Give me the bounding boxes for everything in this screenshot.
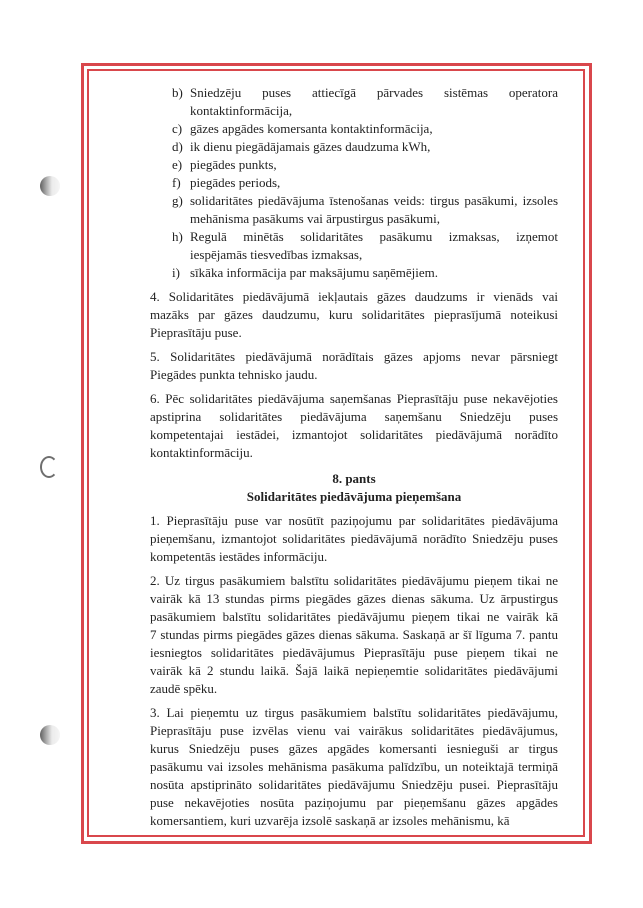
list-item-text bbox=[190, 84, 558, 120]
text-line: kompetentās iestādes informāciju. bbox=[150, 549, 328, 564]
text-line: kurus Sniedzēju puses gāzes apgādes komersanti iesnieguši ar tirgus bbox=[150, 741, 558, 756]
text-line: 3. Lai pieņemtu uz tirgus pasākumiem balstītu solidaritātes piedāvājumu, bbox=[150, 705, 558, 720]
article-title: Solidaritātes piedāvājuma pieņemšana bbox=[246, 489, 462, 504]
text-line: piegādes periods, bbox=[190, 175, 281, 190]
text-line: zaudē spēku. bbox=[150, 681, 218, 696]
text-line: kontaktinformāciju. bbox=[150, 445, 253, 460]
list-item-text bbox=[190, 264, 558, 282]
list-item bbox=[150, 228, 558, 264]
paragraph bbox=[150, 288, 558, 342]
text-line: piegādes punkts, bbox=[190, 157, 277, 172]
list-item-label: c) bbox=[172, 121, 183, 136]
list-item-text bbox=[190, 174, 558, 192]
text-line: Pieprasītāju puse. bbox=[150, 325, 242, 340]
list-item-text bbox=[190, 156, 558, 174]
list-item-label: e) bbox=[172, 157, 183, 172]
requirements-list bbox=[150, 84, 558, 282]
paragraph bbox=[150, 512, 558, 566]
text-line: kontaktinformācija, bbox=[190, 103, 293, 118]
text-line: Pieprasītāju puse izvēlas vienu vai vairākus solidaritātes piedāvājumus, bbox=[150, 723, 558, 738]
text-line: ik dienu piegādājamais gāzes daudzuma kWh, bbox=[190, 139, 431, 154]
text-line: vairāk kā 13 stundas pirms piegādes gāzes dienas sākuma. Uz ārpustirgus bbox=[150, 591, 558, 606]
list-item bbox=[150, 174, 558, 192]
list-item bbox=[150, 156, 558, 174]
text-line: 7 stundas pirms piegādes gāzes dienas sākuma. Saskaņā ar šī līguma 7. pantu bbox=[150, 627, 558, 642]
paragraph bbox=[150, 572, 558, 698]
text-line: Sniedzēju puses attiecīgā pārvades sistēmas operatora bbox=[190, 85, 558, 100]
text-line: pasākumiem balstītu solidaritātes piedāvājumu pieņem tikai ne vairāk kā bbox=[150, 609, 558, 624]
list-item-text bbox=[190, 228, 558, 264]
list-item bbox=[150, 264, 558, 282]
text-line: kompetentajai iestādei, izmantojot solidaritātes piedāvājumā norādīto bbox=[150, 427, 558, 442]
list-item bbox=[150, 192, 558, 228]
text-line: Regulā minētās solidaritātes pasākumu izmaksas, izņemot bbox=[190, 229, 558, 244]
text-line: sīkāka informācija par maksājumu saņēmējiem. bbox=[190, 265, 438, 280]
text-line: mehānisma pasākums vai ārpustirgus pasākumi, bbox=[190, 211, 440, 226]
text-line: komersantiem, kuri uzvarēja izsolē saskaņā ar izsoles mehānismu, kā bbox=[150, 813, 510, 828]
text-line: 6. Pēc solidaritātes piedāvājuma saņemšanas Pieprasītāju puse nekavējoties bbox=[150, 391, 558, 406]
text-line: apstiprina solidaritātes piedāvājuma saņemšanu Sniedzēju puses bbox=[150, 409, 558, 424]
text-line: Piegādes punkta tehnisko jaudu. bbox=[150, 367, 318, 382]
text-line: pieņemšanu, izmantojot solidaritātes piedāvājumā norādīto Sniedzēju puses bbox=[150, 531, 558, 546]
list-item bbox=[150, 120, 558, 138]
text-line: iespējamās tiesvedības izmaksas, bbox=[190, 247, 363, 262]
list-item-label: i) bbox=[172, 265, 180, 280]
text-line: solidaritātes piedāvājuma īstenošanas veids: tirgus pasākumi, izsoles bbox=[190, 193, 558, 208]
list-item-text bbox=[190, 138, 558, 156]
article-heading bbox=[150, 470, 558, 506]
list-item-text bbox=[190, 120, 558, 138]
list-item-label: f) bbox=[172, 175, 181, 190]
article-number: 8. pants bbox=[332, 471, 376, 486]
text-line: vairāk kā 2 stundu laikā. Šajā laikā nepieņemtie solidaritātes piedāvājumi bbox=[150, 663, 558, 678]
paragraph bbox=[150, 348, 558, 384]
text-line: pasākumu vai izsoles mehānisma pasākuma palīdzību, un noteiktajā termiņā bbox=[150, 759, 558, 774]
punch-hole-icon bbox=[40, 456, 58, 478]
list-item bbox=[150, 84, 558, 120]
text-line: 1. Pieprasītāju puse var nosūtīt paziņojumu par solidaritātes piedāvājuma bbox=[150, 513, 558, 528]
list-item-text bbox=[190, 192, 558, 228]
list-item-label: g) bbox=[172, 193, 183, 208]
document-body bbox=[150, 84, 558, 836]
text-line: 5. Solidaritātes piedāvājumā norādītais gāzes apjoms nevar pārsniegt bbox=[150, 349, 558, 364]
text-line: gāzes apgādes komersanta kontaktinformācija, bbox=[190, 121, 433, 136]
punch-hole-icon bbox=[40, 176, 60, 196]
paragraph bbox=[150, 704, 558, 830]
text-line: nosūta apstiprināto solidaritātes piedāvājumu Sniedzēju pusei. Pieprasītāju bbox=[150, 777, 558, 792]
list-item-label: h) bbox=[172, 229, 183, 244]
text-line: mazāks par gāzes daudzumu, kuru solidaritātes pieprasījumā noteikusi bbox=[150, 307, 558, 322]
paragraph bbox=[150, 390, 558, 462]
list-item-label: d) bbox=[172, 139, 183, 154]
punch-hole-icon bbox=[40, 725, 60, 745]
list-item-label: b) bbox=[172, 85, 183, 100]
text-line: 4. Solidaritātes piedāvājumā iekļautais gāzes daudzums ir vienāds vai bbox=[150, 289, 558, 304]
text-line: iesniegtos solidaritātes piedāvājumus Pieprasītāju puse pieņem tikai ne bbox=[150, 645, 558, 660]
text-line: 2. Uz tirgus pasākumiem balstītu solidaritātes piedāvājumu pieņem tikai ne bbox=[150, 573, 558, 588]
text-line: puse nekavējoties nosūta paziņojumu par pieņemšanu gāzes apgādes bbox=[150, 795, 558, 810]
paragraphs-after bbox=[150, 512, 558, 830]
paragraphs-before bbox=[150, 288, 558, 462]
list-item bbox=[150, 138, 558, 156]
